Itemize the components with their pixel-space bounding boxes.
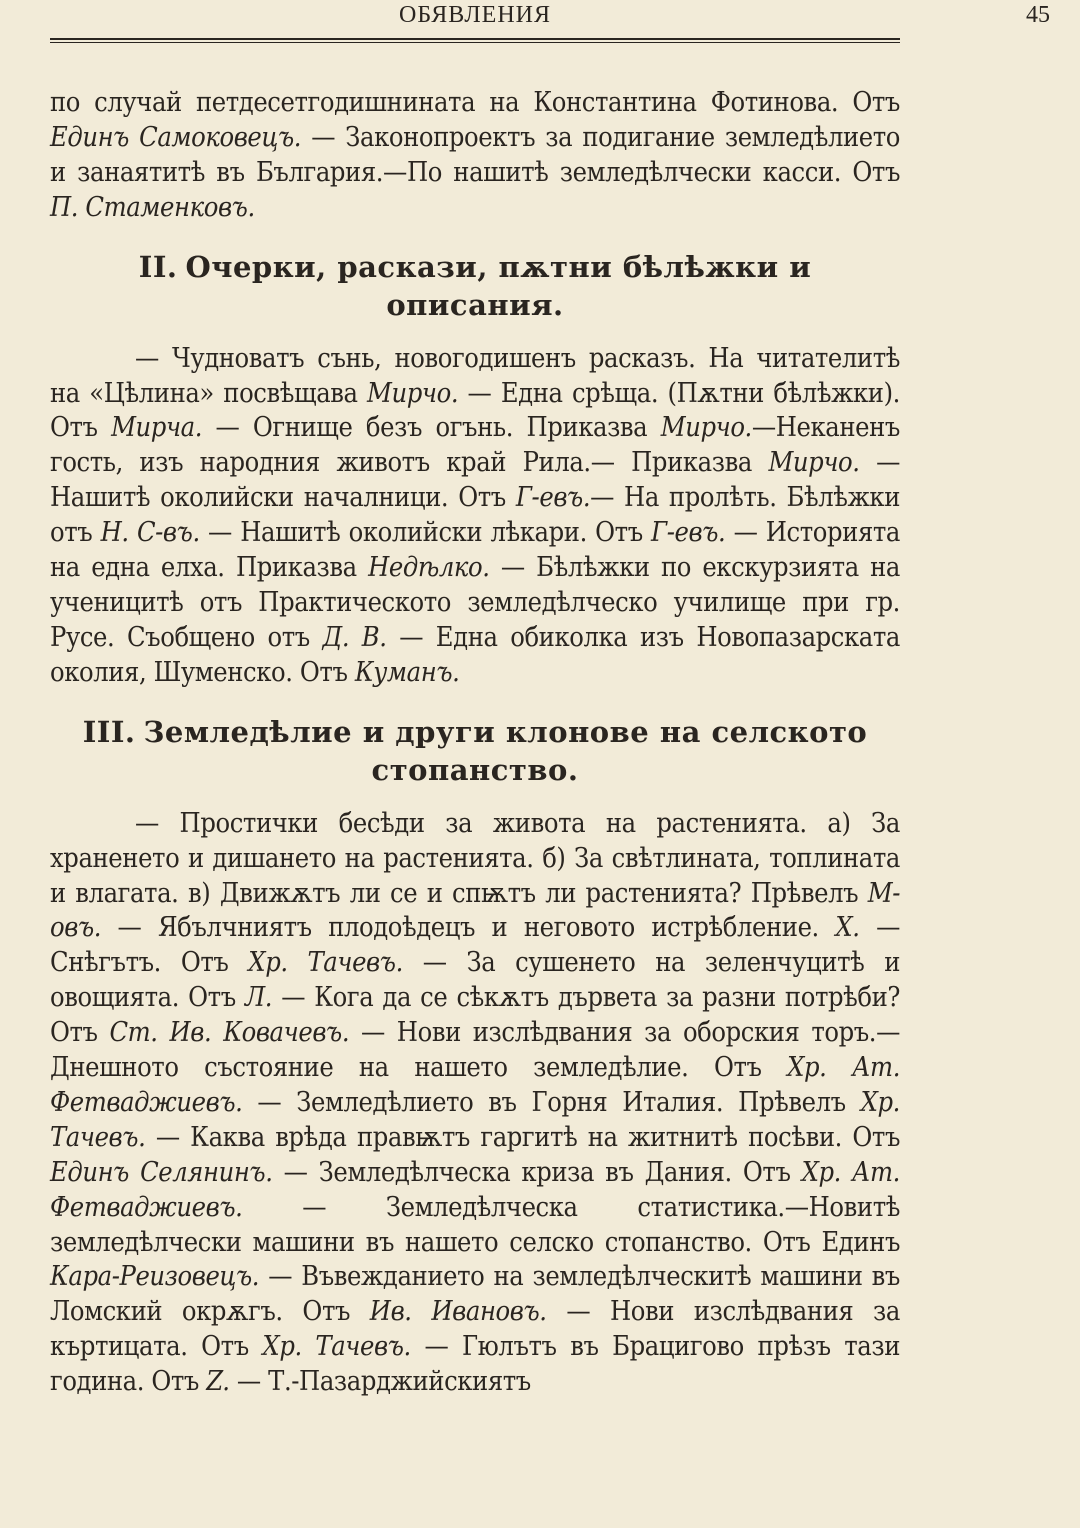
author-name: Л.	[244, 982, 273, 1014]
page-number: 45	[1026, 2, 1050, 28]
author-name: Z.	[206, 1366, 230, 1398]
section-3-paragraph: — Простички бесѣди за живота на растенията. а) За храненето и дишането на растенията. б) За свѣтлината, топлината и влагата. в) Движѫтъ ли се и спѭтъ ли растенията? Прѣвелъ М-овъ. — Ябълчниятъ плодоѣдецъ и неговото истрѣбление. Х. — Снѣгътъ. Отъ Хр. Тачевъ. — За сушенето на зеленчуцитѣ и овощията. Отъ Л. — Кога да се сѣкѫтъ дървета за разни потрѣби? Отъ Ст. Ив. Ковачевъ. — Нови изслѣдвания за оборския торъ.—Днешното състояние на нашето земледѣлие. Отъ Хр. Ат. Фетваджиевъ. — Земледѣлието въ Горня Италия. Прѣвелъ Хр. Тачевъ. — Каква врѣда правѭтъ гаргитѣ на житнитѣ посѣви. Отъ Единъ Селянинъ. — Земледѣлческа криза въ Дания. Отъ Хр. Ат. Фетваджиевъ. — Земледѣлческа статистика.—Новитѣ земледѣлчески машини въ нашето селско стопанство. Отъ Единъ Кара-Реизовецъ. — Въвежданието на земледѣлческитѣ машини въ Ломский окрѫгъ. Отъ Ив. Ивановъ. — Нови изслѣдвания за къртицата. Отъ Хр. Тачевъ. — Гюлътъ въ Брацигово прѣзъ тази година. Отъ Z. — Т.-Пазарджийскиятъ	[50, 807, 901, 1398]
author-name: Г-евъ.	[651, 517, 726, 549]
author-name: Мирчо.	[660, 412, 752, 444]
running-header	[50, 0, 1050, 40]
author-name: Хр. Ат. Фетваджиевъ.	[50, 1052, 901, 1118]
section-heading-2	[50, 248, 900, 324]
author-name: П. Стаменковъ.	[50, 191, 255, 223]
author-name: Мирчо.	[768, 447, 860, 479]
page-content	[50, 86, 900, 1400]
author-name: Хр. Тачевъ.	[50, 1086, 900, 1153]
author-name: Хр. Ат. Фетваджиевъ.	[50, 1156, 900, 1223]
author-name: Единъ Селянинъ.	[50, 1156, 273, 1188]
section-number: III.	[82, 714, 136, 749]
author-name: Хр. Тачевъ.	[248, 947, 403, 979]
author-name: Куманъ.	[354, 656, 460, 688]
section-title: Очерки, раскази, пѫтни бѣлѣжки и описания.	[185, 249, 812, 322]
author-name: Ст. Ив. Ковачевъ.	[109, 1017, 350, 1049]
author-name: Хр. Тачевъ.	[262, 1331, 411, 1363]
author-name: Единъ Самоковецъ.	[50, 121, 302, 153]
author-name: Мирча.	[111, 412, 203, 444]
intro-paragraph: по случай петдесетгодишнината на Константина Фотинова. Отъ Единъ Самоковецъ. — Законопроектъ за подигание земледѣлието и занаятитѣ въ България.—По нашитѣ земледѣлчески касси. Отъ П. Стаменковъ.	[50, 87, 900, 223]
author-name: М-овъ.	[50, 877, 900, 944]
section-2-paragraph: — Чудноватъ сънь, новогодишенъ расказъ. На читателитѣ на «Цѣлина» посвѣщава Мирчо. — Една срѣща. (Пѫтни бѣлѣжки). Отъ Мирча. — Огнище безъ огънь. Приказва Мирчо.—Неканенъ гость, изъ народния животъ край Рила.— Приказва Мирчо. — Нашитѣ околийски началници. Отъ Г-евъ.— На пролѣть. Бѣлѣжки отъ Н. С-въ. — Нашитѣ околийски лѣкари. Отъ Г-евъ. — Историята на една елха. Приказва Недѣлко. — Бѣлѣжки по екскурзията на ученицитѣ отъ Практическото земледѣлческо училище при гр. Русе. Съобщено отъ Д. В. — Една обиколка изъ Новопазарската околия, Шуменско. Отъ Куманъ.	[50, 342, 900, 688]
section-title: Земледѣлие и други клонове на селското стопанство.	[143, 714, 868, 787]
author-name: Недѣлко.	[368, 552, 490, 584]
author-name: Н. С-въ.	[100, 517, 200, 549]
running-title: ОБЯВЛЕНИЯ	[398, 2, 552, 28]
author-name: Х.	[835, 912, 860, 944]
author-name: Кара-Реизовецъ.	[50, 1261, 260, 1293]
section-heading-3	[50, 713, 900, 789]
author-name: Г-евъ.	[515, 482, 591, 514]
author-name: Ив. Ивановъ.	[369, 1296, 547, 1328]
header-rule	[50, 38, 900, 43]
author-name: Мирчо.	[367, 377, 459, 409]
section-number: II.	[138, 249, 178, 284]
author-name: Д. В.	[322, 621, 387, 653]
